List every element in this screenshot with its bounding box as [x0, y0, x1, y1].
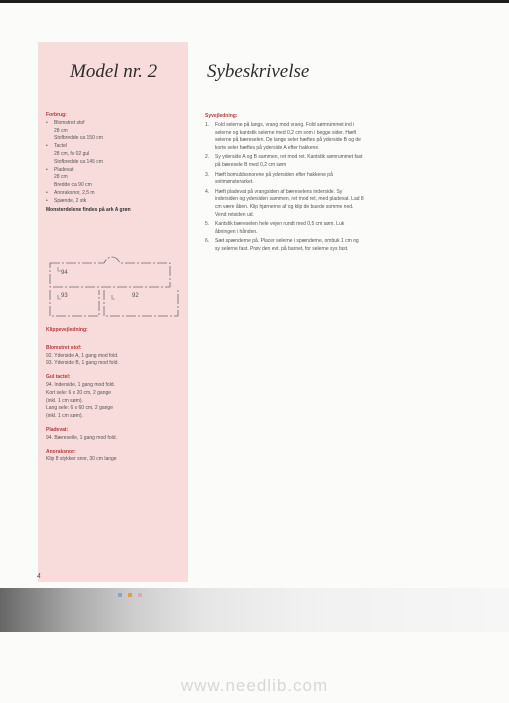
section-heading: Anoraksnor: — [46, 448, 76, 455]
instruction-step — [205, 221, 365, 237]
item-line: 28 cm — [54, 174, 68, 181]
watermark: www.needlib.com — [180, 676, 329, 695]
bullet-icon: • — [46, 143, 48, 150]
klippe-heading: Klippevejledning: — [46, 327, 88, 333]
step-number: 4. — [205, 188, 210, 195]
klippe-section — [46, 327, 184, 464]
section-line: 94. Inderside, 1 gang mod fold. — [46, 381, 115, 388]
item-line: Anoraksnor, 2,5 m — [54, 189, 95, 196]
step-number: 5. — [205, 221, 210, 228]
bullet-icon: • — [46, 197, 48, 204]
section-line: Lang sele: 6 x 60 cm, 2 gange — [46, 405, 113, 412]
section-heading: Pladevat: — [46, 426, 69, 433]
model-title: Model nr. 2 — [70, 61, 158, 82]
instruction-step — [205, 172, 365, 188]
item-line: Bredde ca 90 cm — [54, 182, 92, 189]
section-heading: Blomstret stof: — [46, 344, 82, 351]
item-line: 28 cm — [54, 127, 68, 134]
step-text: Sy yderside A og B sammen, ret mod ret. Kantstik sømrummet fast på bæresele B med 0,2 cm søm — [215, 154, 363, 169]
item-line: Blomstret stof — [54, 119, 85, 126]
section-line: Kort sele: 6 x 20 cm, 2 gange — [46, 389, 112, 396]
item-line: Pladevat — [54, 166, 74, 173]
pattern-heading: Monsterdelene findes på ark A grøn — [46, 206, 131, 213]
section-line: (inkl. 1 cm søm). — [46, 397, 83, 404]
instruction-step — [205, 122, 365, 153]
pattern-label-92: 92 — [132, 293, 139, 299]
step-text: Hæft pladevat på vrangsiden af bæreselens inderside. Sy indersiden og ydersiden sammen, ret mod ret, med pladevat. Lad 8 cm være åben. Klip hjørnerne af og klip de buede somme ned. Vend retsiden ud. — [215, 188, 364, 219]
page-number: 4 — [37, 572, 41, 580]
step-text: Hæft bomuldssnorene på ydersiden efter hakkene på snitmønsterarket. — [215, 171, 333, 186]
forbrug-section — [46, 112, 184, 214]
instruction-step — [205, 189, 365, 220]
registration-dot — [128, 593, 132, 597]
description-title: Sybeskrivelse — [207, 61, 310, 82]
bullet-icon: • — [46, 166, 48, 173]
step-number: 1. — [205, 121, 210, 128]
list-item — [46, 198, 184, 206]
pattern-piece-92 — [104, 290, 178, 316]
section-heading: Gul tactel: — [46, 374, 71, 381]
registration-dot — [118, 593, 122, 597]
step-text: Fold selerne på langs, vrang mod vrang. Fold sømrummet ind i selerne og kantstik selerne med 0,2 cm som i begge sider. Hæft selerne på bæreselen. De lange seler hæftes på yderside B og de korte seler hæftes på yderside A efter hakkene. — [215, 121, 361, 152]
forbrug-list — [46, 120, 184, 206]
step-number: 6. — [205, 238, 210, 245]
sewing-instructions — [205, 113, 365, 256]
section-line: Klip 8 stykker snor, 30 cm lange — [46, 456, 117, 463]
step-number: 2. — [205, 154, 210, 161]
step-text: Sæt spænderne på. Placer selerne i spænderne, ombuk 1 cm og sy selerne fast. Prøv den evt. på barnet, for selerne sys fast. — [215, 238, 359, 253]
pattern-label-94: 94 — [61, 270, 68, 276]
pattern-piece-94 — [50, 257, 170, 287]
item-line: Spænde, 2 stk — [54, 197, 87, 204]
section-line: 93. Yderside B, 1 gang mod fold. — [46, 360, 119, 367]
step-number: 3. — [205, 171, 210, 178]
list-item — [46, 190, 184, 198]
list-item — [46, 167, 184, 190]
forbrug-heading: Forbrug: — [46, 112, 67, 118]
pattern-label-93: 93 — [61, 293, 68, 299]
bullet-icon: • — [46, 189, 48, 196]
item-line: Tactel — [54, 143, 68, 150]
instruction-step — [205, 154, 365, 170]
pattern-pieces-diagram — [46, 250, 184, 325]
instruction-step — [205, 238, 365, 254]
registration-dot — [138, 593, 142, 597]
bullet-icon: • — [46, 119, 48, 126]
section-line: (inkl. 1 cm søm). — [46, 413, 83, 420]
list-item — [46, 120, 184, 143]
item-line: Stofbredde ca 145 cm — [54, 158, 103, 165]
list-item — [46, 143, 184, 166]
step-text: Kantstik bæreselen hele vejen rundt med 0,5 cm søm. Luk åbningen i hånden. — [215, 221, 345, 236]
item-line: Stofbredde ca 150 cm — [54, 135, 103, 142]
item-line: 28 cm, fv 02 gul — [54, 150, 90, 157]
pattern-piece-93 — [50, 290, 99, 316]
section-line: 92. Yderside A, 1 gang mod fold. — [46, 352, 119, 359]
section-line: 94. Bæreselle, 1 gang mod fold. — [46, 434, 117, 441]
sewing-heading: Syvejledning: — [205, 113, 238, 119]
scan-edge-band — [0, 588, 509, 632]
